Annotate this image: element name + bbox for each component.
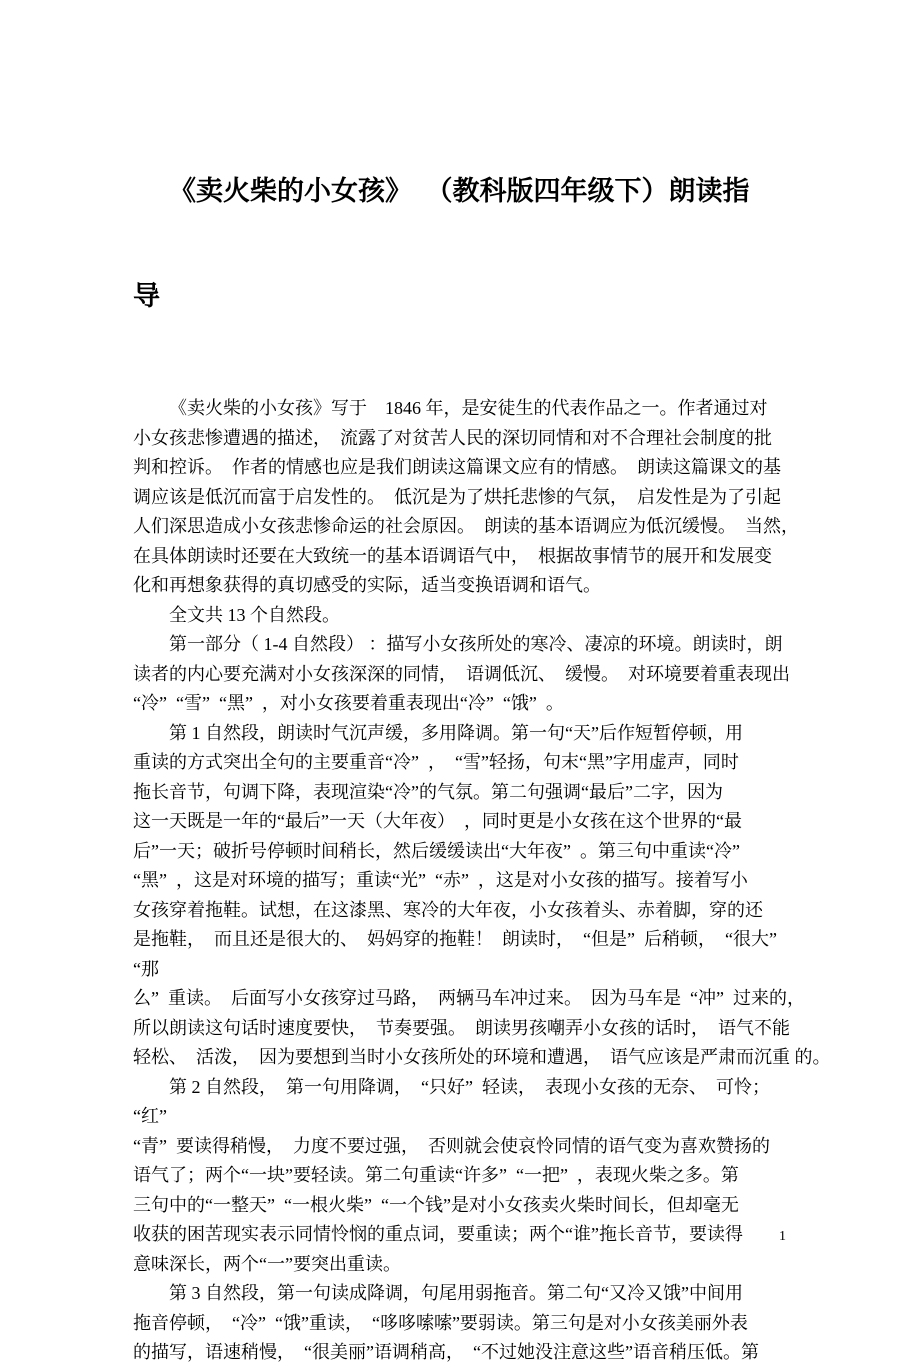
text-line: 语气了；两个“一块”要轻读。第二句重读“许多” “一把” ，表现火柴之多。第 (133, 1165, 739, 1185)
text-line: “黑” ，这是对环境的描写；重读“光” “赤” ，这是对小女孩的描写。接着写小 (133, 870, 748, 890)
text-line: “冷” “雪” “黑” ，对小女孩要着重表现出“冷” “饿” 。 (133, 693, 564, 713)
text-line: 么” 重读。 后面写小女孩穿过马路， 两辆马车冲过来。 因为马车是 “冲” 过来的， (133, 988, 805, 1008)
document-title-line: 导 (133, 281, 160, 311)
page-number: 1 (779, 1229, 786, 1244)
text-line: 小女孩悲惨遭遇的描述， 流露了对贫苦人民的深切同情和对不合理社会制度的批 (133, 427, 772, 448)
text-line: 重读的方式突出全句的主要重音“冷” ， “雪”轻扬，句末“黑”字用虚声，同时 (133, 752, 739, 772)
text-line: 拖音停顿， “冷” “饿”重读， “哆哆嗦嗦”要弱读。第三句是对小女孩美丽外表 (133, 1312, 748, 1333)
text-line: 第一部分（ 1-4 自然段） ：描写小女孩所处的寒冷、凄凉的环境。朗读时，朗 (169, 634, 783, 654)
text-line: 所以朗读这句话时速度要快， 节奏要强。 朗读男孩嘲弄小女孩的话时， 语气不能 (133, 1017, 790, 1038)
text-line: 第 1 自然段，朗读时气沉声缓，多用降调。第一句“天”后作短暂停顿，用 (169, 722, 743, 743)
text-line: 是拖鞋， 而且还是很大的、 妈妈穿的拖鞋！ 朗读时， “但是” 后稍顿， “很大” (133, 929, 777, 949)
text-line: 第 3 自然段，第一句读成降调，句尾用弱拖音。第二句“又冷又饿”中间用 (169, 1283, 743, 1303)
text-line: “红” (133, 1106, 167, 1126)
text-line: 读者的内心要充满对小女孩深深的同情， 语调低沉、 缓慢。 对环境要着重表现出 (133, 663, 790, 684)
text-line: 的描写，语速稍慢， “很美丽”语调稍高， “不过她没注意这些”语音稍压低。第 (133, 1342, 759, 1362)
text-line: 拖长音节，句调下降，表现渲染“冷”的气氛。第二句强调“最后”二字，因为 (133, 781, 723, 802)
document-title-line: 《卖火柴的小女孩》 （教科版四年级下）朗读指 (169, 176, 750, 206)
text-line: 收获的困苦现实表示同情怜悯的重点词，要重读；两个“谁”拖长音节，要读得 (133, 1224, 743, 1244)
text-line: 《卖火柴的小女孩》写于 1846 年，是安徒生的代表作品之一。作者通过对 (169, 398, 768, 418)
text-line: 轻松、 活泼， 因为要想到当时小女孩所处的环境和遭遇， 语气应该是严肃而沉重 的。 (133, 1047, 831, 1067)
document-content (133, 104, 831, 1368)
text-line: 这一天既是一年的“最后”一天（大年夜） ，同时更是小女孩在这个世界的“最 (133, 811, 742, 831)
text-line: 全文共 13 个自然段。 (169, 604, 340, 625)
document-title (133, 104, 793, 384)
text-line: 第 2 自然段， 第一句用降调， “只好” 轻读， 表现小女孩的无奈、 可怜； (169, 1076, 770, 1097)
text-line: “那 (133, 958, 159, 979)
text-line: 后”一天；破折号停顿时间稍长，然后缓缓读出“大年夜” 。第三句中重读“冷” (133, 840, 740, 861)
text-line: 女孩穿着拖鞋。试想，在这漆黑、寒冷的大年夜，小女孩着头、赤着脚，穿的还 (133, 899, 763, 920)
text-line: 人们深思造成小女孩悲惨命运的社会原因。 朗读的基本语调应为低沉缓慢。 当然， (133, 516, 799, 536)
document-body (133, 394, 831, 1368)
text-line: 调应该是低沉而富于启发性的。 低沉是为了烘托悲惨的气氛， 启发性是为了引起 (133, 486, 781, 507)
text-line: 化和再想象获得的真切感受的实际，适当变换语调和语气。 (133, 575, 601, 595)
text-line: 在具体朗读时还要在大致统一的基本语调语气中， 根据故事情节的展开和发展变 (133, 545, 772, 566)
text-line: “青” 要读得稍慢， 力度不要过强， 否则就会使哀怜同情的语气变为喜欢赞扬的 (133, 1135, 770, 1156)
text-line: 意味深长，两个“一”要突出重读。 (133, 1253, 401, 1274)
text-line: 判和控诉。 作者的情感也应是我们朗读这篇课文应有的情感。 朗读这篇课文的基 (133, 457, 781, 477)
text-line: 三句中的“一整天” “一根火柴” “一个钱”是对小女孩卖火柴时间长，但却毫无 (133, 1194, 739, 1215)
